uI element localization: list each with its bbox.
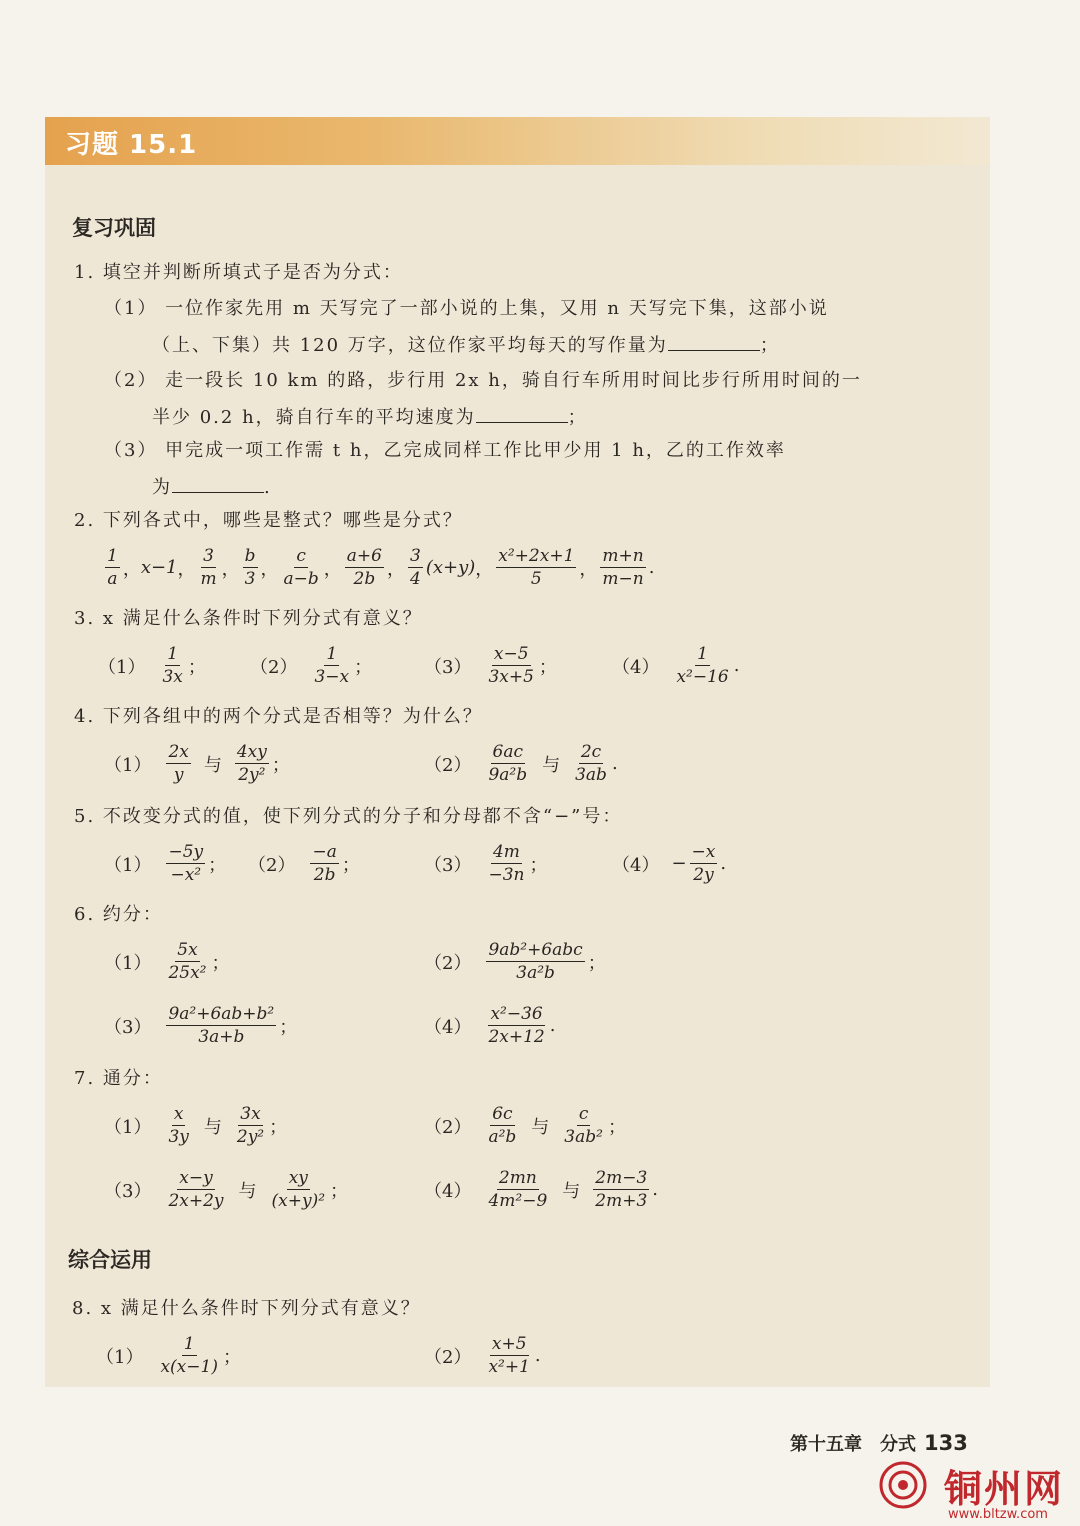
fraction: $\frac{a+6}{2b}$	[346, 546, 382, 589]
q1-part2-line1: （2） 走一段长 10 km 的路，步行用 2x h，骑自行车所用时间比步行所用时间的一	[104, 370, 862, 391]
q4-part2: （2） $\frac{6ac}{\text{9a²b}}$ 与 $\frac{2c}{3ab}$ .	[424, 742, 618, 785]
page-footer	[790, 1430, 968, 1456]
q7-part2: （2） $\frac{6c}{\text{a²b}}$ 与 $\frac{c}{\text{3ab²}}$ ；	[424, 1104, 626, 1147]
exercise-banner	[45, 117, 990, 165]
q7-part1: （1） $\frac{x}{3y}$ 与 $\frac{3x}{\text{2y²}}$ ；	[104, 1104, 288, 1147]
section-application-title: 综合运用	[68, 1248, 152, 1272]
q7-part4: （4） $\frac{2mn}{\text{4m²−9}}$ 与 $\frac{2m-3}{2m+3}$ .	[424, 1168, 658, 1211]
q3-part1: （1） $\frac{1}{3x}$ ；	[98, 644, 206, 687]
answer-blank	[668, 334, 760, 351]
q2-stem: 2. 下列各式中，哪些是整式？哪些是分式？	[74, 510, 463, 531]
chapter-title: 第十五章 分式	[790, 1434, 916, 1455]
q6-part3: （3） $\frac{\text{9a²+6ab+b²}}{3a+b}$ ；	[104, 1004, 298, 1047]
watermark-name: 铜州网	[944, 1466, 1065, 1511]
q7-stem: 7. 通分：	[74, 1068, 163, 1089]
q5-part4: （4） − $\frac{-x}{2y}$ .	[612, 842, 727, 885]
q8-stem: 8. x 满足什么条件时下列分式有意义？	[72, 1298, 421, 1319]
fraction: $\frac{1}{a}$	[107, 546, 118, 589]
q2-expressions: $\frac{1}{a}$ ， x−1 ， $\frac{3}{m}$ ， $\frac{b}{3}$ ， $\frac{c}{a-b}$ ， $\frac{a+6}{2b}$ ， $\frac{3}{4}$ (x+y) ， $\frac{\text{x²+2x+1}}{5}$ ， $\frac{m+n}{m-n}$ .	[107, 546, 655, 589]
fraction: $\frac{\text{x²+2x+1}}{5}$	[498, 546, 575, 589]
q6-stem: 6. 约分：	[74, 904, 163, 925]
page-number: 133	[924, 1431, 968, 1455]
q1-part3-line1: （3） 甲完成一项工作需 t h，乙完成同样工作比甲少用 1 h，乙的工作效率	[104, 440, 786, 461]
q1-stem: 1. 填空并判断所填式子是否为分式：	[74, 262, 403, 283]
q3-stem: 3. x 满足什么条件时下列分式有意义？	[74, 608, 423, 629]
q8-part1: （1） $\frac{1}{x(x-1)}$ ；	[96, 1334, 241, 1377]
q8-part2: （2） $\frac{x+5}{\text{x²+1}}$ .	[424, 1334, 541, 1377]
q4-part1: （1） $\frac{2x}{y}$ 与 $\frac{4xy}{\text{2y²}}$ ；	[104, 742, 290, 785]
q4-stem: 4. 下列各组中的两个分式是否相等？为什么？	[74, 706, 483, 727]
q6-part1: （1） $\frac{5x}{\text{25x²}}$ ；	[104, 940, 230, 983]
watermark-url: www.bltzw.com	[948, 1507, 1048, 1522]
fraction: $\frac{m+n}{m-n}$	[602, 546, 644, 589]
answer-blank	[476, 406, 568, 423]
q1-part3-line2: 为 .	[152, 477, 272, 498]
q3-part3: （3） $\frac{x-5}{3x+5}$ ；	[424, 644, 557, 687]
section-review-title: 复习巩固	[72, 216, 156, 240]
watermark-logo-icon	[878, 1460, 928, 1510]
q5-part3: （3） $\frac{4m}{-3n}$ ；	[424, 842, 548, 885]
q1-part2-line2: 半少 0.2 h，骑自行车的平均速度为 ；	[152, 407, 588, 428]
q1-part1-line2: （上、下集）共 120 万字，这位作家平均每天的写作量为 ；	[152, 335, 780, 356]
q3-part4: （4） $\frac{1}{\text{x²−16}}$ .	[612, 644, 740, 687]
q5-part1: （1） $\frac{-5y}{\text{−x²}}$ ；	[104, 842, 227, 885]
answer-blank	[172, 476, 264, 493]
fraction: $\frac{3}{m}$	[200, 546, 217, 589]
q7-part3: （3） $\frac{x-y}{2x+2y}$ 与 $\frac{xy}{\text{(x+y)²}}$ ；	[104, 1168, 349, 1211]
fraction: $\frac{3}{4}$	[410, 546, 421, 589]
q3-part2: （2） $\frac{1}{3-x}$ ；	[250, 644, 373, 687]
fraction: $\frac{b}{3}$	[244, 546, 256, 589]
q5-stem: 5. 不改变分式的值，使下列分式的分子和分母都不含“−”号：	[74, 806, 623, 827]
q6-part4: （4） $\frac{\text{x²−36}}{2x+12}$ .	[424, 1004, 556, 1047]
exercise-title: 习题 15.1	[65, 130, 198, 160]
q6-part2: （2） $\frac{\text{9ab²+6abc}}{\text{3a²b}}$ ；	[424, 940, 606, 983]
q5-part2: （2） $\frac{-a}{2b}$ ；	[248, 842, 360, 885]
q1-part1-line1: （1） 一位作家先用 m 天写完了一部小说的上集，又用 n 天写完下集，这部小说	[104, 298, 829, 319]
fraction: $\frac{c}{a-b}$	[283, 546, 319, 589]
